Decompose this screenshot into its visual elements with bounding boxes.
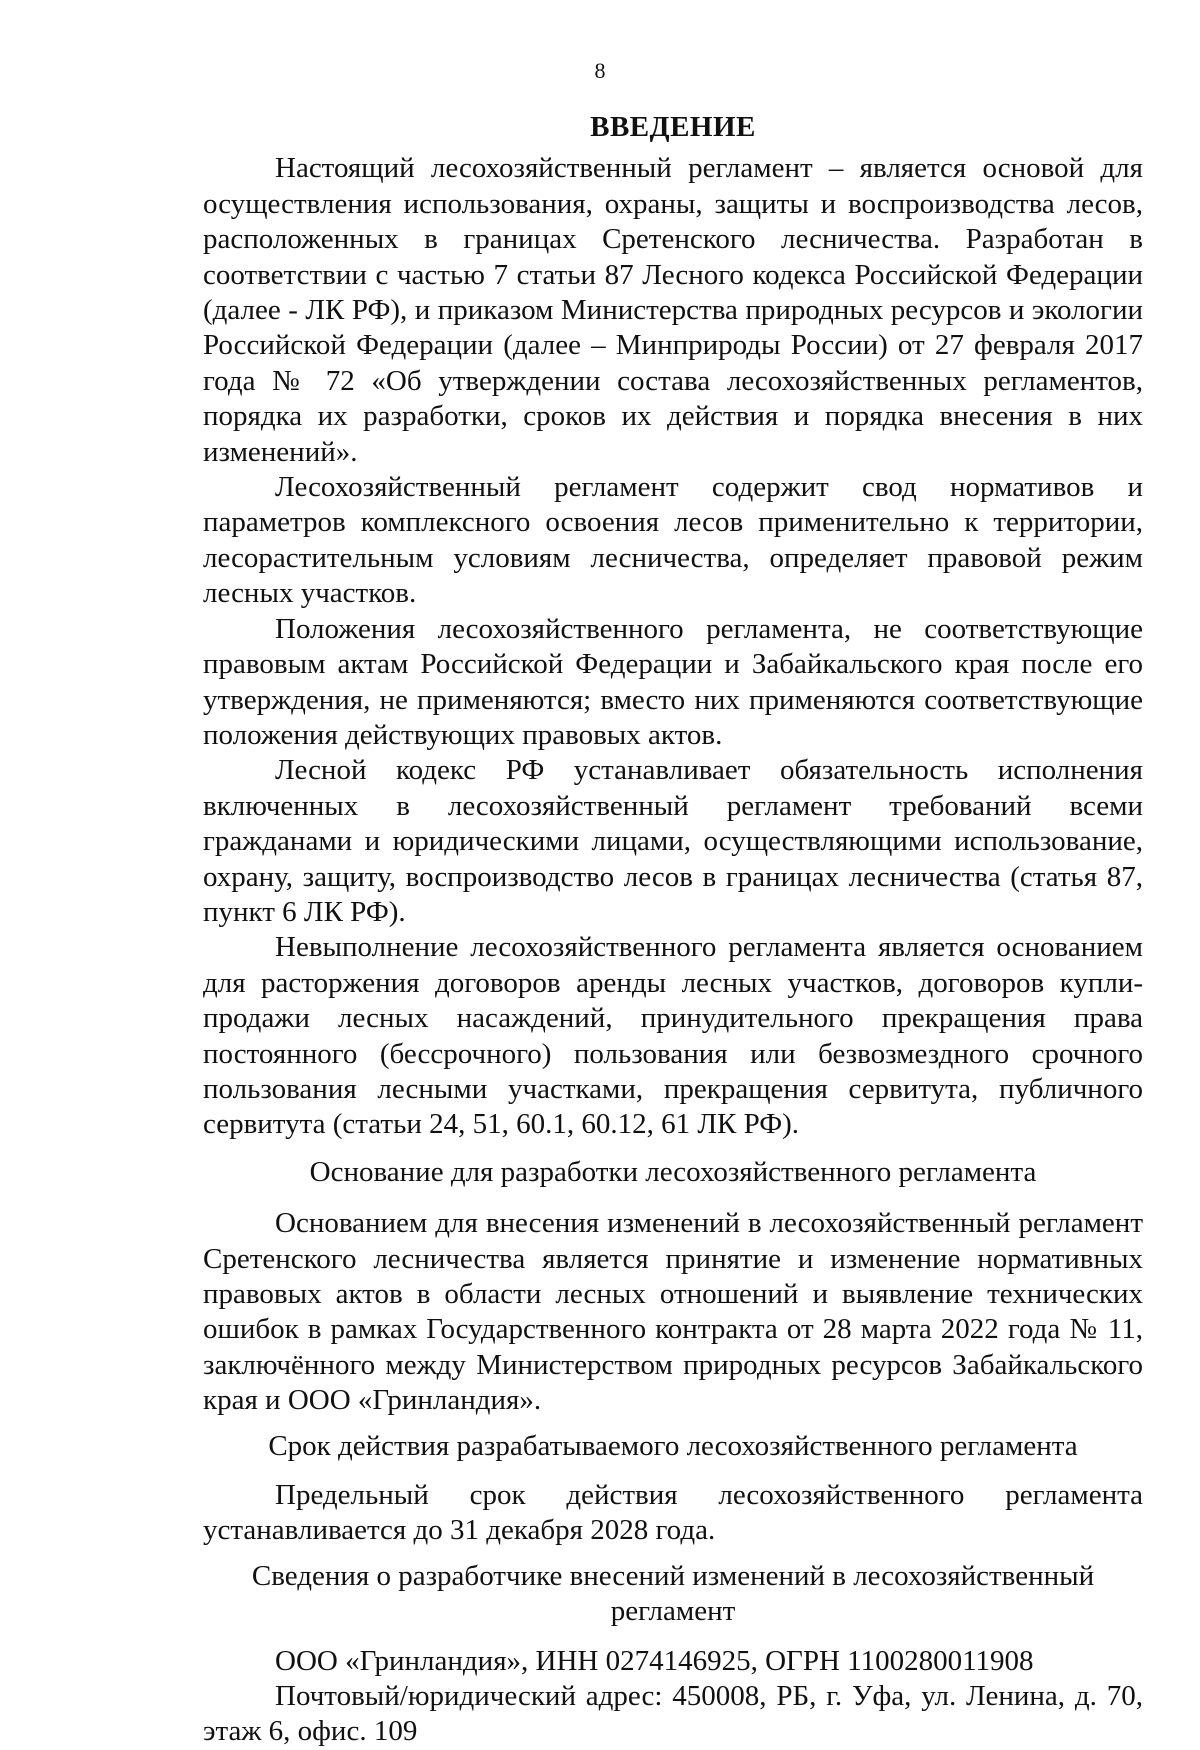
intro-paragraph: Лесохозяйственный регламент содержит свод нормативов и параметров комплексного освоения лесов применительно к территории, лесорастительным условиям лесничества, определяет правовой режим лесных участков.: [203, 471, 1143, 610]
developer-address: Почтовый/юридический адрес: 450008, РБ, г. Уфа, ул. Ленина, д. 70, этаж 6, офис. 109: [203, 1680, 1143, 1748]
intro-paragraph: Невыполнение лесохозяйственного регламента является основанием для расторжения договоров аренды лесных участков, договоров купли-продажи лесных насаждений, принудительного прекращения права постоянного (бессрочного) пользования или безвозмездного срочного пользования лесными участками, прекращения сервитута, публичного сервитута (статьи 24, 51, 60.1, 60.12, 61 ЛК РФ).: [203, 931, 1143, 1141]
basis-heading: Основание для разработки лесохозяйственного регламента: [309, 1155, 1037, 1188]
developer-heading: Сведения о разработчике внесений изменений в лесохозяйственный регламент: [251, 1559, 1095, 1628]
intro-paragraph: Лесной кодекс РФ устанавливает обязательность исполнения включенных в лесохозяйственный регламент требований всеми гражданами и юридическими лицами, осуществляющими использование, охрану, защиту, воспроизводство лесов в границах лесничества (статья 87, пункт 6 ЛК РФ).: [203, 754, 1143, 928]
developer-registration: ООО «Гринландия», ИНН 0274146925, ОГРН 1100280011908: [275, 1644, 1034, 1677]
basis-paragraph: Основанием для внесения изменений в лесохозяйственный регламент Сретенского лесничества является принятие и изменение нормативных правовых актов в области лесных отношений и выявление технических ошибок в рамках Государственного контракта от 28 марта 2022 года № 11, заключённого между Министерством природных ресурсов Забайкальского края и ООО «Гринландия».: [203, 1207, 1143, 1417]
document-body: [203, 110, 1143, 1750]
term-heading: Срок действия разрабатываемого лесохозяйственного регламента: [268, 1429, 1078, 1462]
page-title: ВВЕДЕНИЕ: [590, 111, 756, 143]
term-paragraph: Предельный срок действия лесохозяйственного регламента устанавливается до 31 декабря 2028 года.: [203, 1479, 1143, 1547]
page-number: 8: [594, 58, 606, 83]
intro-paragraph: Настоящий лесохозяйственный регламент – является основой для осуществления использования, охраны, защиты и воспроизводства лесов, расположенных в границах Сретенского лесничества. Разработан в соответствии с частью 7 статьи 87 Лесного кодекса Российской Федерации (далее - ЛК РФ), и приказом Министерства природных ресурсов и экологии Российской Федерации (далее – Минприроды России) от 27 февраля 2017 года № 72 «Об утверждении состава лесохозяйственных регламентов, порядка их разработки, сроков их действия и порядка внесения в них изменений».: [203, 152, 1143, 468]
intro-paragraph: Положения лесохозяйственного регламента, не соответствующие правовым актам Российской Федерации и Забайкальского края после его утверждения, не применяются; вместо них применяются соответствующие положения действующих правовых актов.: [203, 612, 1143, 751]
